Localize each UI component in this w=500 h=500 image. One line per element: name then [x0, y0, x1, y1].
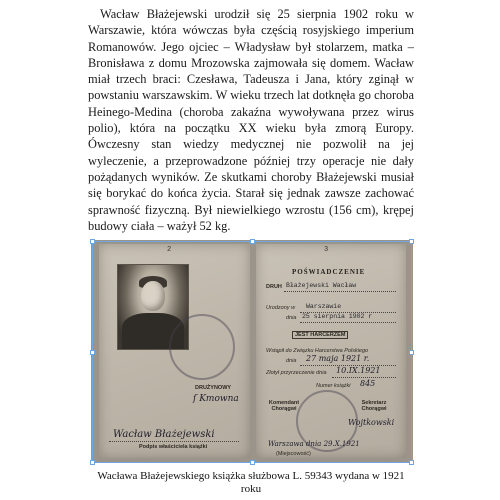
druzynowy-signature: ſ Kmowna	[193, 394, 239, 404]
right-page-number: 3	[324, 246, 330, 254]
komendant-label: Komendant Chorągwi	[268, 400, 300, 412]
zloty-value: 10.IX.1921	[336, 366, 381, 375]
round-stamp-left	[169, 314, 235, 380]
body-paragraph: Wacław Błażejewski urodził się 25 sierpnia 1902 roku w Warszawie, która wówczas była częścią rosyjskiego imperium Romanowów. Jego ojciec – Władysław był stolarzem, matka – Bronisława z domu Mrozowska zajmowała się domem. Wacław miał trzech braci: Czesława, Tadeusza i Jana, który zginął w powstaniu warszawskim. W wieku trzech lat dotknęła go choroba Heinego-Medina (choroba zakaźna wywoływana przez wirus polio), która na początku XX wieku była zmorą Europy. Ówczesny stan wiedzy medycznej nie pozwolił na jej wyleczenie, a przeprowadzone później trzy operacje nie dały pożądanych wyników. Ze skutkami choroby Błażejewski musiał się borykać do końca życia. Starał się jednak zawsze zachować sprawność fizyczną. Był niewielkiego wzrostu (156 cm), krępej budowy ciała – ważył 52 kg.	[88, 7, 414, 233]
image-caption: Wacława Błażejewskiego książka służbowa L. 59343 wydana w 1921 roku	[97, 470, 405, 495]
owner-signature: Wacław Błażejewski	[113, 429, 215, 440]
place-date: Warszawa dnia 29.X.1921	[268, 440, 360, 448]
scanned-document-photo[interactable]	[91, 240, 413, 462]
numer-label: Numer książki	[316, 383, 351, 389]
zloty-line	[332, 377, 396, 378]
dnia-label: dnia	[286, 315, 297, 321]
wstapil-value: 27 maja 1921 r.	[306, 354, 370, 363]
harcerz-label: JEST HARCERZEM	[292, 331, 348, 339]
left-page-number: 2	[167, 246, 173, 254]
place-sub: (Miejscowość)	[276, 451, 311, 457]
left-page-leaf	[99, 244, 250, 458]
signature-caption: Podpis właściciela książki	[139, 444, 208, 450]
portrait-face	[141, 281, 165, 311]
right-page-leaf	[256, 244, 406, 458]
wstapil-label: Wstąpił do Związku Harcerstwa Polskiego	[266, 348, 369, 354]
urodzony-label: Urodzony w	[266, 305, 296, 311]
druh-label: DRUH	[266, 284, 282, 290]
zloty-label: Złotył przyrzeczenie dnia	[266, 370, 327, 376]
certificate-title: POŚWIADCZENIE	[292, 268, 366, 276]
urodzony-value: Warszawie	[306, 303, 342, 310]
druzynowy-label: DRUŻYNOWY	[195, 385, 232, 391]
body-text	[88, 6, 414, 234]
druh-line	[284, 291, 396, 292]
numer-value: 845	[360, 379, 376, 388]
dnia-value: 25 sierpnia 1902 r	[302, 313, 373, 320]
druh-value: Błażejewski Wacław	[286, 282, 357, 289]
sekretarz-signature: Wojtkowski	[348, 418, 395, 427]
sekretarz-label: Sekretarz Chorągwi	[361, 400, 387, 412]
dnia-line	[300, 322, 396, 323]
wstapil-dnia-label: dnia	[286, 358, 297, 364]
signature-line	[109, 441, 239, 442]
